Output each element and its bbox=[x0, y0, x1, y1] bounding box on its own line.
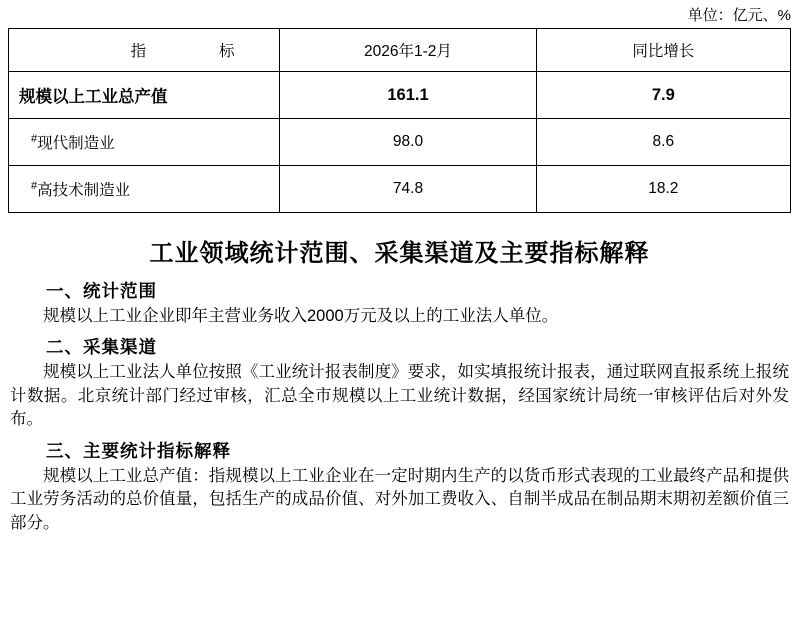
table-header-period: 2026年1-2月 bbox=[280, 29, 536, 72]
unit-note: 单位：亿元、% bbox=[687, 7, 791, 24]
table-header-row bbox=[9, 29, 791, 72]
table-row bbox=[9, 166, 791, 213]
notes-title: 工业领域统计范围、采集渠道及主要指标解释 bbox=[149, 240, 650, 267]
section-paragraph-definitions: 规模以上工业总产值：指规模以上工业企业在一定时期内生产的以货币形式表现的工业最终产品和提供工业劳务活动的总价值量，包括生产的成品价值、对外加工费收入、自制半成品在制品期末期初差额价值三部分。 bbox=[10, 466, 789, 532]
row-value: 74.8 bbox=[280, 166, 536, 213]
row-label-text: 高技术制造业 bbox=[37, 182, 131, 199]
row-growth: 18.2 bbox=[536, 166, 790, 213]
row-label bbox=[9, 166, 280, 213]
table-header-growth: 同比增长 bbox=[536, 29, 790, 72]
row-value: 98.0 bbox=[280, 119, 536, 166]
row-label: 规模以上工业总产值 bbox=[9, 72, 280, 119]
section-paragraph-channel: 规模以上工业法人单位按照《工业统计报表制度》要求，如实填报统计报表，通过联网直报系统上报统计数据。北京统计部门经过审核，汇总全市规模以上工业统计数据，经国家统计局统一审核评估后对外发布。 bbox=[10, 363, 789, 429]
section-paragraph-scope: 规模以上工业企业即年主营业务收入2000万元及以上的工业法人单位。 bbox=[43, 307, 559, 325]
section-heading-scope: 一、统计范围 bbox=[46, 281, 157, 301]
row-label-superscript: # bbox=[31, 179, 38, 192]
section-heading-definitions: 三、主要统计指标解释 bbox=[46, 440, 231, 461]
row-label bbox=[9, 119, 280, 166]
section-heading-channel: 二、采集渠道 bbox=[46, 337, 157, 358]
row-label-superscript: # bbox=[31, 132, 38, 145]
row-value: 161.1 bbox=[280, 72, 536, 119]
notes-section bbox=[0, 233, 799, 535]
table-header-indicator: 指 标 bbox=[9, 29, 280, 72]
row-growth: 7.9 bbox=[536, 72, 790, 119]
statistics-table bbox=[8, 28, 791, 213]
table-row bbox=[9, 72, 791, 119]
row-label-text: 现代制造业 bbox=[37, 135, 115, 152]
table-row bbox=[9, 119, 791, 166]
row-growth: 8.6 bbox=[536, 119, 790, 166]
